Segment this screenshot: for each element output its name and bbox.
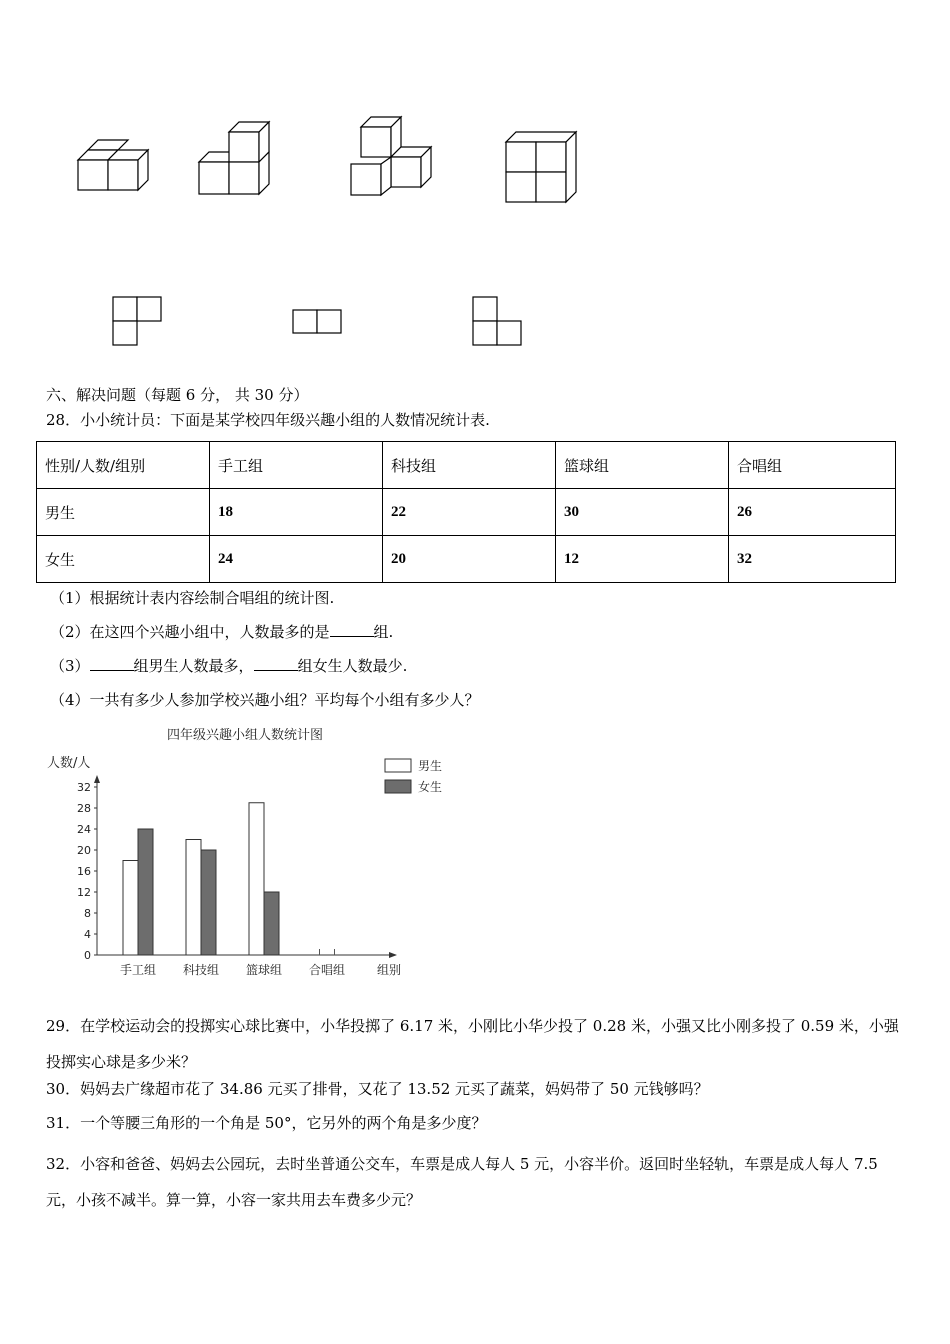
- y-tick-label: 0: [84, 949, 91, 962]
- y-tick-label: 4: [84, 928, 91, 941]
- table-header-cell: 合唱组: [729, 442, 896, 489]
- y-tick-label: 12: [77, 886, 91, 899]
- chart-title: 四年级兴趣小组人数统计图: [166, 728, 324, 743]
- bar-male: [186, 840, 201, 956]
- table-cell: 32: [729, 536, 896, 583]
- table-cell: 22: [383, 489, 556, 536]
- cube-figures: [0, 100, 950, 360]
- table-header-cell: 手工组: [210, 442, 383, 489]
- table-header-cell: 科技组: [383, 442, 556, 489]
- x-tick-label: 篮球组: [245, 963, 283, 977]
- row-label: 女生: [37, 536, 210, 583]
- answer-blank[interactable]: [330, 622, 374, 637]
- x-tick-label: 手工组: [119, 963, 157, 977]
- view-2: [293, 310, 341, 333]
- q29-text: 29．在学校运动会的投掷实心球比赛中，小华投掷了 6.17 米，小刚比小华少投了 0.28 米，小强又比小刚多投了 0.59 米，小强投掷实心球是多少米？: [46, 1017, 899, 1071]
- x-tick-label: 合唱组: [308, 963, 346, 977]
- table-row: [37, 489, 896, 536]
- table-cell: 18: [210, 489, 383, 536]
- q28-sub2-b: 组.: [373, 623, 394, 641]
- bar-female: [201, 850, 216, 955]
- bar-female: [264, 892, 279, 955]
- answer-blank[interactable]: [90, 656, 134, 671]
- q28-sub2-a: （2）在这四个兴趣小组中，人数最多的是: [50, 623, 330, 641]
- bar-chart: [40, 720, 460, 985]
- y-tick-label: 28: [77, 802, 91, 815]
- bar-male: [123, 861, 138, 956]
- q28-sub1: （1）根据统计表内容绘制合唱组的统计图.: [50, 589, 335, 607]
- table-header-cell: 性别/人数/组别: [37, 442, 210, 489]
- y-tick-label: 16: [77, 865, 91, 878]
- q28-sub3: [50, 656, 407, 676]
- q31-text: 31．一个等腰三角形的一个角是 50°，它另外的两个角是多少度？: [46, 1114, 487, 1132]
- x-tick-label: 科技组: [182, 963, 220, 977]
- y-tick-label: 8: [84, 907, 91, 920]
- q28-sub3-a: （3）: [50, 657, 90, 675]
- y-tick-label: 20: [77, 844, 91, 857]
- y-axis-arrow: [94, 775, 100, 783]
- cube-figure-1: [78, 140, 148, 190]
- bar-male: [249, 803, 264, 955]
- section-six-title: 六、解决问题（每题 6 分， 共 30 分）: [46, 386, 309, 404]
- view-3: [473, 297, 521, 345]
- cube-figure-2: [199, 122, 269, 194]
- q28-sub2: [50, 622, 393, 642]
- legend-swatch-female: [385, 780, 411, 793]
- table-header-row: [37, 442, 896, 489]
- legend-swatch-male: [385, 759, 411, 772]
- q28-sub3-c: 组女生人数最少.: [297, 657, 408, 675]
- cube-figure-3: [351, 117, 431, 195]
- cube-figure-4: [506, 132, 576, 202]
- table-header-cell: 篮球组: [556, 442, 729, 489]
- x-axis-arrow: [389, 952, 397, 958]
- table-cell: 20: [383, 536, 556, 583]
- row-label: 男生: [37, 489, 210, 536]
- table-cell: 12: [556, 536, 729, 583]
- table-cell: 30: [556, 489, 729, 536]
- answer-blank[interactable]: [254, 656, 298, 671]
- chart-xlabel: 组别: [377, 963, 402, 977]
- table-row: [37, 536, 896, 583]
- q28-sub3-b: 组男生人数最多，: [133, 657, 254, 675]
- chart-ylabel: 人数/人: [47, 756, 91, 771]
- q28-sub4: （4）一共有多少人参加学校兴趣小组？平均每个小组有多少人？: [50, 691, 480, 709]
- view-1: [113, 297, 161, 345]
- q28-text: 28．小小统计员：下面是某学校四年级兴趣小组的人数情况统计表.: [46, 411, 490, 429]
- q30-text: 30．妈妈去广缘超市花了 34.86 元买了排骨，又花了 13.52 元买了蔬菜，妈妈带了 50 元钱够吗？: [46, 1080, 709, 1098]
- legend-label-male: 男生: [418, 759, 443, 773]
- bar-female: [138, 829, 153, 955]
- stats-table: [36, 441, 896, 583]
- y-tick-label: 32: [77, 781, 91, 794]
- y-tick-label: 24: [77, 823, 91, 836]
- q32-text: 32．小容和爸爸、妈妈去公园玩，去时坐普通公交车，车票是成人每人 5 元，小容半价。返回时坐轻轨，车票是成人每人 7.5 元，小孩不减半。算一算，小容一家共用去车费多少元？: [46, 1155, 878, 1209]
- legend-label-female: 女生: [418, 780, 443, 794]
- table-cell: 26: [729, 489, 896, 536]
- table-cell: 24: [210, 536, 383, 583]
